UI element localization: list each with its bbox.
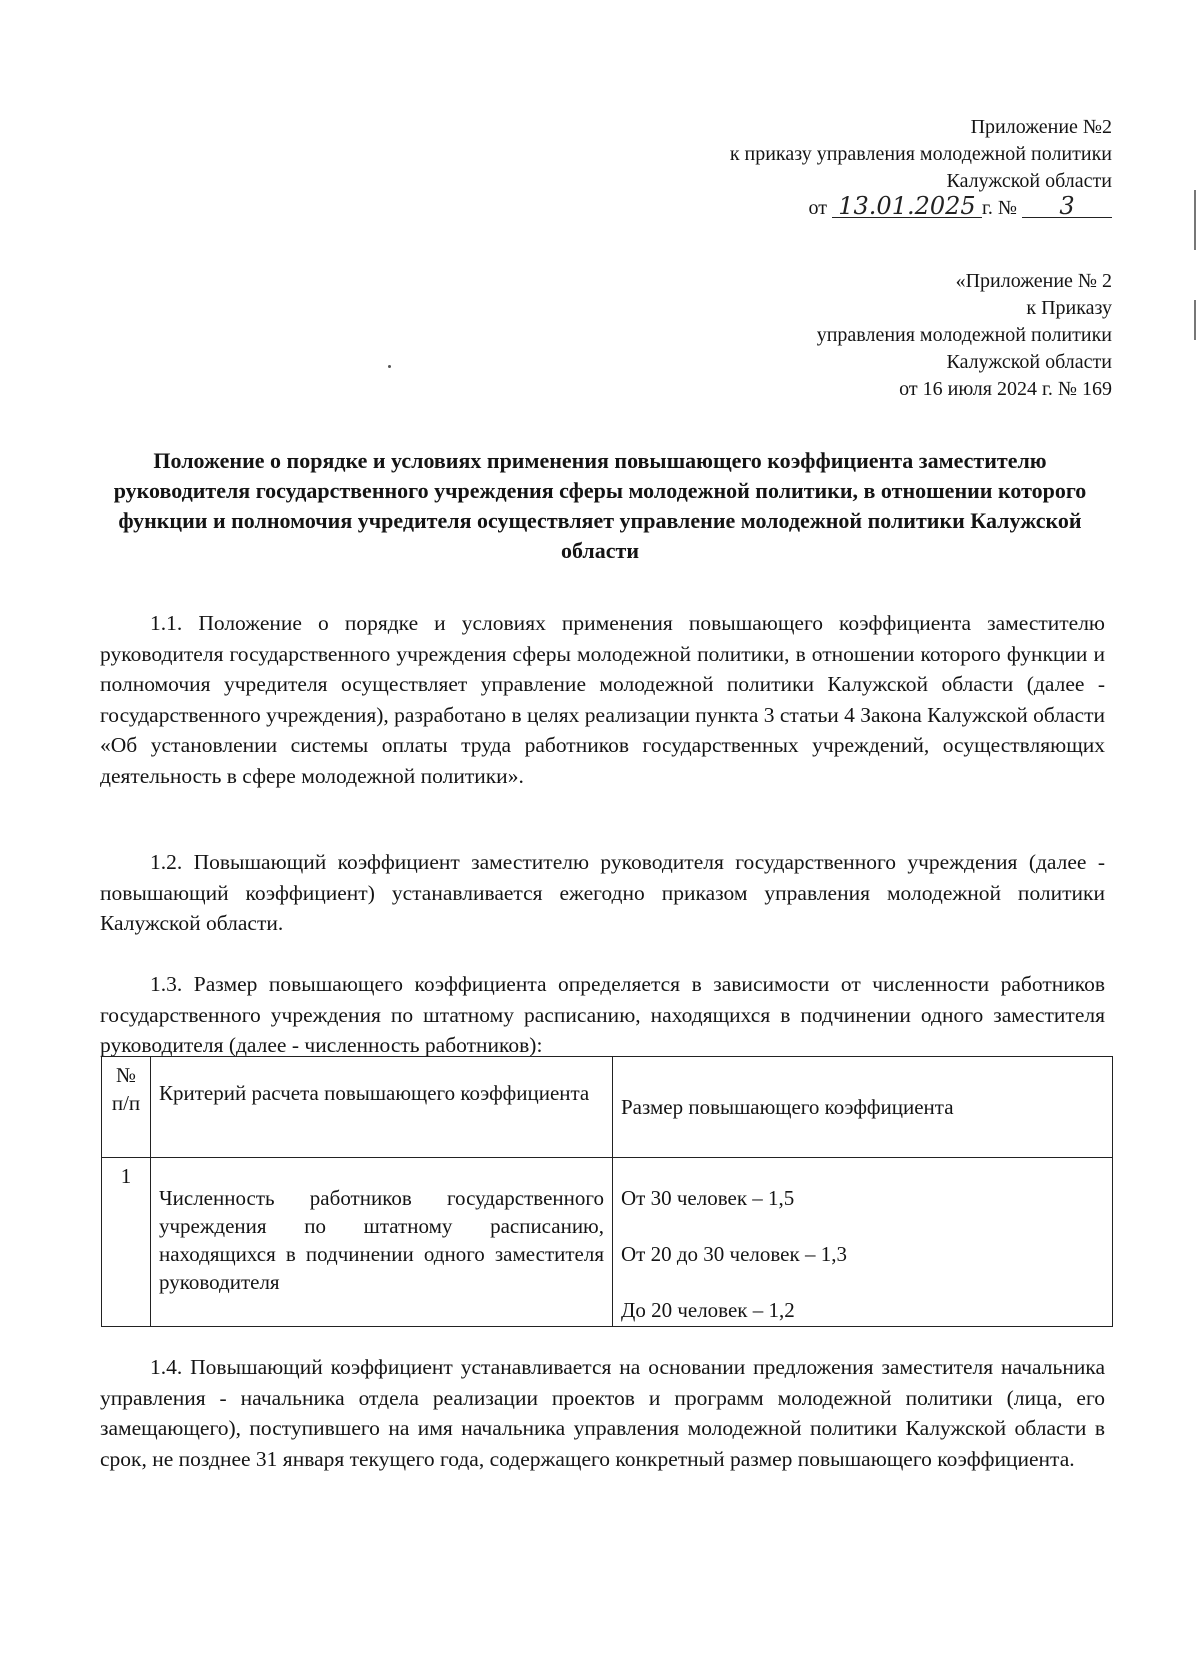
coefficient-table [101,1056,1113,1327]
original-appendix-header [817,268,1112,403]
size-option: До 20 человек – 1,2 [621,1298,795,1322]
row-sizes [613,1158,1113,1327]
appendix-title: Приложение №2 [970,116,1112,138]
document-title: Положение о порядке и условиях применения повышающего коэффициента заместителю руководителя государственного учреждения сферы молодежной политики, в отношении которого функции и полномочия учредителя осуществляет управление молодежной политики Калужской области [113,448,1087,563]
original-department-line: управления молодежной политики [816,324,1112,346]
original-date-line: от 16 июля 2024 г. № 169 [899,378,1112,400]
handwritten-number: 3 [1022,195,1112,218]
appendix-region-line: Калужской области [946,170,1112,192]
paragraph-1-1: 1.1. Положение о порядке и условиях применения повышающего коэффициента заместителю руководителя государственного учреждения сферы молодежной политики, в отношении которого функции и полномочия учредителя осуществляет управление молодежной политики Калужской области (далее - государственного учреждения), разработано в целях реализации пункта 3 статьи 4 Закона Калужской области «Об установлении системы оплаты труда работников государственных учреждений, осуществляющих деятельность в сфере молодежной политики». [100,611,1105,788]
appendix-header [730,114,1112,222]
from-label: от [808,197,827,219]
year-number-label: г. № [981,197,1017,219]
appendix-order-line: к приказу управления молодежной политики [729,143,1112,165]
original-appendix-title: «Приложение № 2 [955,270,1112,292]
header-size: Размер повышающего коэффициента [613,1057,1113,1158]
table-row [102,1158,1113,1327]
paragraph-1-3: 1.3. Размер повышающего коэффициента определяется в зависимости от численности работников государственного учреждения по штатному расписанию, находящихся в подчинении одного заместителя руководителя (далее - численность работников): [100,972,1105,1057]
scan-speck [388,365,391,368]
header-criterion: Критерий расчета повышающего коэффициента [151,1057,613,1158]
table-header-row [102,1057,1113,1158]
scan-edge-mark [1194,300,1196,340]
paragraph-1-4: 1.4. Повышающий коэффициент устанавливается на основании предложения заместителя начальника управления - начальника отдела реализации проектов и программ молодежной политики (лица, его замещающего), поступившего на имя начальника управления молодежной политики Калужской области в срок, не позднее 31 января текущего года, содержащего конкретный размер повышающего коэффициента. [100,1355,1105,1471]
original-order-label: к Приказу [1026,297,1112,319]
appendix-date-line [730,192,1112,222]
original-region-line: Калужской области [946,351,1112,373]
scan-edge-mark [1194,190,1196,250]
size-option: От 20 до 30 человек – 1,3 [621,1242,847,1266]
row-criterion: Численность работников государственного учреждения по штатному расписанию, находящихся в подчинении одного заместителя руководителя [151,1158,613,1327]
paragraph-1-2: 1.2. Повышающий коэффициент заместителю руководителя государственного учреждения (далее - повышающий коэффициент) устанавливается ежегодно приказом управления молодежной политики Калужской области. [100,850,1105,935]
header-num: № п/п [102,1057,151,1158]
handwritten-date: 13.01.2025 [832,195,982,218]
size-option: От 30 человек – 1,5 [621,1186,795,1210]
row-num: 1 [102,1158,151,1327]
